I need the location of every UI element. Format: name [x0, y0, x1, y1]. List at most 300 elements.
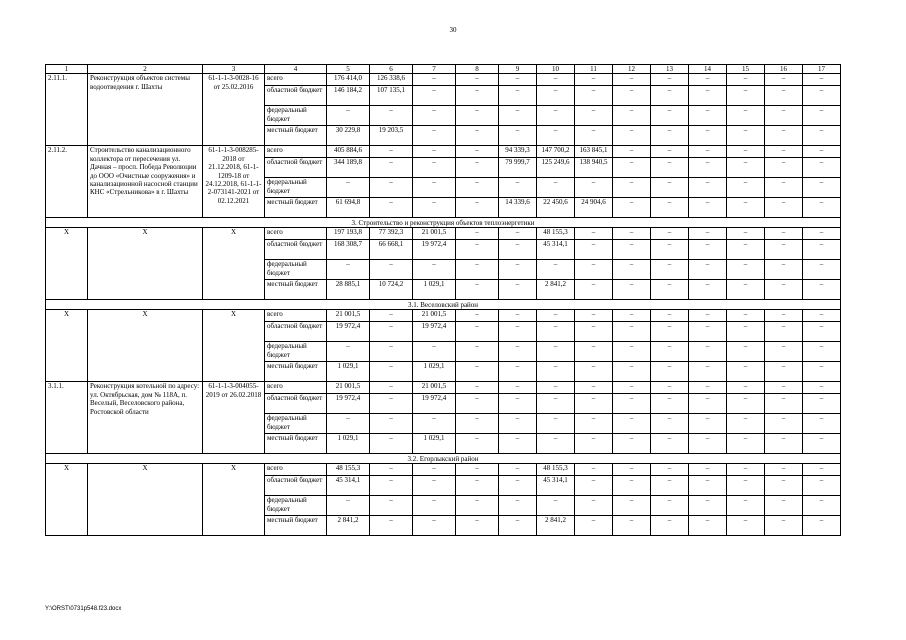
amount-cell: 21 001,5: [413, 382, 456, 394]
document-path-footer: Y:\ORST\0731p548.f23.docx: [45, 606, 122, 612]
amount-cell: –: [499, 516, 537, 536]
column-number: 12: [613, 65, 651, 74]
amount-cell: –: [765, 86, 803, 106]
amount-cell: 163 845,1: [575, 146, 613, 158]
amount-cell: –: [413, 86, 456, 106]
amount-cell: –: [727, 280, 765, 300]
funding-source-label: федеральный бюджет: [265, 178, 327, 198]
amount-cell: 24 904,6: [575, 198, 613, 218]
funding-source-label: областной бюджет: [265, 240, 327, 260]
amount-cell: –: [689, 394, 727, 414]
amount-cell: –: [456, 240, 499, 260]
amount-cell: –: [803, 146, 841, 158]
amount-cell: –: [727, 310, 765, 322]
funding-source-label: местный бюджет: [265, 280, 327, 300]
item-document: Х: [203, 228, 265, 300]
amount-cell: –: [803, 434, 841, 454]
funding-source-label: федеральный бюджет: [265, 260, 327, 280]
amount-cell: –: [651, 362, 689, 382]
amount-cell: –: [803, 86, 841, 106]
amount-cell: 197 193,8: [327, 228, 370, 240]
amount-cell: –: [575, 178, 613, 198]
amount-cell: –: [765, 280, 803, 300]
item-number: Х: [46, 228, 88, 300]
amount-cell: –: [803, 476, 841, 496]
amount-cell: 1 029,1: [413, 362, 456, 382]
amount-cell: –: [689, 464, 727, 476]
amount-cell: –: [689, 280, 727, 300]
item-document: Х: [203, 464, 265, 536]
amount-cell: –: [499, 86, 537, 106]
column-number: 1: [46, 65, 88, 74]
amount-cell: –: [613, 394, 651, 414]
amount-cell: –: [765, 228, 803, 240]
amount-cell: –: [689, 106, 727, 126]
section-row: [46, 218, 841, 228]
amount-cell: –: [499, 464, 537, 476]
amount-cell: 30 229,8: [327, 126, 370, 146]
funding-source-label: местный бюджет: [265, 126, 327, 146]
amount-cell: –: [613, 228, 651, 240]
amount-cell: 61 694,8: [327, 198, 370, 218]
amount-cell: 2 841,2: [537, 516, 575, 536]
amount-cell: –: [689, 240, 727, 260]
amount-cell: –: [803, 516, 841, 536]
funding-source-label: всего: [265, 74, 327, 86]
amount-cell: –: [413, 464, 456, 476]
amount-cell: –: [651, 414, 689, 434]
amount-cell: 176 414,0: [327, 74, 370, 86]
amount-cell: –: [370, 464, 413, 476]
amount-cell: –: [499, 106, 537, 126]
amount-cell: 19 972,4: [327, 322, 370, 342]
amount-cell: –: [727, 228, 765, 240]
item-document: 61-1-1-3-004055-2019 от 26.02.2018: [203, 382, 265, 454]
amount-cell: 21 001,5: [413, 228, 456, 240]
amount-cell: –: [803, 414, 841, 434]
amount-cell: –: [727, 198, 765, 218]
amount-cell: –: [765, 106, 803, 126]
amount-cell: –: [575, 74, 613, 86]
amount-cell: –: [727, 476, 765, 496]
amount-cell: –: [651, 464, 689, 476]
amount-cell: –: [370, 310, 413, 322]
funding-source-label: областной бюджет: [265, 322, 327, 342]
amount-cell: 94 339,3: [499, 146, 537, 158]
amount-cell: –: [651, 516, 689, 536]
amount-cell: –: [765, 322, 803, 342]
amount-cell: –: [537, 322, 575, 342]
amount-cell: 21 001,5: [327, 310, 370, 322]
amount-cell: –: [575, 310, 613, 322]
amount-cell: –: [803, 382, 841, 394]
amount-cell: –: [575, 362, 613, 382]
amount-cell: 19 972,4: [413, 240, 456, 260]
funding-source-label: местный бюджет: [265, 516, 327, 536]
amount-cell: –: [727, 74, 765, 86]
amount-cell: –: [575, 86, 613, 106]
amount-cell: –: [727, 362, 765, 382]
amount-cell: 1 029,1: [413, 280, 456, 300]
amount-cell: –: [456, 342, 499, 362]
section-title: 3. Строительство и реконструкция объектов теплоэнергетики: [46, 218, 841, 228]
amount-cell: 2 841,2: [537, 280, 575, 300]
amount-cell: –: [727, 158, 765, 178]
funding-source-label: всего: [265, 228, 327, 240]
amount-cell: –: [575, 394, 613, 414]
amount-cell: –: [765, 146, 803, 158]
column-number: 10: [537, 65, 575, 74]
funding-source-label: местный бюджет: [265, 198, 327, 218]
amount-cell: –: [575, 280, 613, 300]
funding-source-label: федеральный бюджет: [265, 106, 327, 126]
amount-cell: –: [537, 414, 575, 434]
amount-cell: –: [613, 240, 651, 260]
funding-source-label: областной бюджет: [265, 476, 327, 496]
column-number: 15: [727, 65, 765, 74]
amount-cell: –: [575, 496, 613, 516]
amount-cell: 79 999,7: [499, 158, 537, 178]
amount-cell: –: [727, 240, 765, 260]
amount-cell: –: [765, 178, 803, 198]
amount-cell: –: [613, 106, 651, 126]
amount-cell: –: [413, 146, 456, 158]
amount-cell: –: [456, 86, 499, 106]
amount-cell: –: [370, 146, 413, 158]
amount-cell: 147 700,2: [537, 146, 575, 158]
amount-cell: –: [765, 362, 803, 382]
amount-cell: –: [613, 280, 651, 300]
section-title: 3.1. Веселовский район: [46, 300, 841, 310]
column-number-row: [46, 65, 841, 74]
amount-cell: –: [537, 362, 575, 382]
amount-cell: 1 029,1: [327, 434, 370, 454]
column-number: 7: [413, 65, 456, 74]
amount-cell: –: [689, 496, 727, 516]
amount-cell: –: [613, 516, 651, 536]
item-document: Х: [203, 310, 265, 382]
amount-cell: –: [651, 260, 689, 280]
amount-cell: –: [803, 228, 841, 240]
amount-cell: –: [537, 178, 575, 198]
amount-cell: –: [413, 178, 456, 198]
amount-cell: –: [327, 414, 370, 434]
amount-cell: 48 155,3: [327, 464, 370, 476]
amount-cell: –: [613, 146, 651, 158]
amount-cell: –: [689, 322, 727, 342]
amount-cell: 19 972,4: [413, 322, 456, 342]
amount-cell: –: [370, 516, 413, 536]
amount-cell: –: [689, 198, 727, 218]
amount-cell: –: [651, 322, 689, 342]
amount-cell: 107 135,1: [370, 86, 413, 106]
amount-cell: –: [727, 342, 765, 362]
amount-cell: 21 001,5: [327, 382, 370, 394]
table-row: [46, 310, 841, 322]
amount-cell: –: [803, 362, 841, 382]
amount-cell: –: [803, 280, 841, 300]
amount-cell: –: [613, 476, 651, 496]
amount-cell: –: [499, 476, 537, 496]
amount-cell: –: [727, 434, 765, 454]
amount-cell: –: [803, 464, 841, 476]
amount-cell: –: [651, 126, 689, 146]
column-number: 8: [456, 65, 499, 74]
amount-cell: –: [727, 86, 765, 106]
item-number: 2.11.1.: [46, 74, 88, 146]
amount-cell: –: [803, 178, 841, 198]
amount-cell: –: [370, 322, 413, 342]
section-row: [46, 300, 841, 310]
amount-cell: –: [727, 464, 765, 476]
amount-cell: –: [651, 496, 689, 516]
amount-cell: –: [651, 280, 689, 300]
amount-cell: –: [456, 198, 499, 218]
amount-cell: –: [613, 464, 651, 476]
amount-cell: –: [727, 496, 765, 516]
column-number: 4: [265, 65, 327, 74]
amount-cell: –: [613, 126, 651, 146]
amount-cell: –: [499, 382, 537, 394]
funding-source-label: областной бюджет: [265, 86, 327, 106]
amount-cell: –: [537, 394, 575, 414]
amount-cell: –: [689, 228, 727, 240]
amount-cell: –: [575, 126, 613, 146]
amount-cell: –: [370, 394, 413, 414]
amount-cell: –: [537, 106, 575, 126]
amount-cell: –: [765, 516, 803, 536]
amount-cell: –: [651, 86, 689, 106]
item-name: Реконструкция объектов системы водоотведения г. Шахты: [88, 74, 203, 146]
amount-cell: –: [456, 476, 499, 496]
amount-cell: –: [456, 394, 499, 414]
amount-cell: –: [413, 106, 456, 126]
amount-cell: –: [370, 260, 413, 280]
amount-cell: –: [613, 310, 651, 322]
amount-cell: –: [689, 382, 727, 394]
amount-cell: 19 972,4: [413, 394, 456, 414]
amount-cell: –: [765, 394, 803, 414]
amount-cell: –: [613, 382, 651, 394]
amount-cell: –: [370, 434, 413, 454]
amount-cell: –: [613, 322, 651, 342]
amount-cell: –: [765, 382, 803, 394]
amount-cell: –: [689, 126, 727, 146]
amount-cell: –: [413, 516, 456, 536]
amount-cell: –: [765, 464, 803, 476]
amount-cell: –: [765, 414, 803, 434]
amount-cell: –: [456, 362, 499, 382]
item-number: 3.1.1.: [46, 382, 88, 454]
amount-cell: –: [370, 496, 413, 516]
amount-cell: –: [537, 382, 575, 394]
amount-cell: –: [651, 240, 689, 260]
amount-cell: –: [537, 74, 575, 86]
amount-cell: 22 450,6: [537, 198, 575, 218]
amount-cell: –: [327, 342, 370, 362]
amount-cell: –: [456, 464, 499, 476]
amount-cell: –: [499, 496, 537, 516]
amount-cell: –: [456, 434, 499, 454]
amount-cell: 344 189,8: [327, 158, 370, 178]
amount-cell: –: [613, 86, 651, 106]
amount-cell: –: [456, 310, 499, 322]
amount-cell: –: [727, 394, 765, 414]
item-document: 61-1-1-3-0028-16 от 25.02.2016: [203, 74, 265, 146]
item-name: Х: [88, 464, 203, 536]
item-number: 2.11.2.: [46, 146, 88, 218]
amount-cell: –: [575, 260, 613, 280]
amount-cell: –: [613, 158, 651, 178]
amount-cell: –: [727, 322, 765, 342]
funding-source-label: всего: [265, 146, 327, 158]
amount-cell: –: [499, 260, 537, 280]
amount-cell: –: [689, 342, 727, 362]
amount-cell: –: [537, 310, 575, 322]
item-name: Х: [88, 228, 203, 300]
amount-cell: –: [689, 362, 727, 382]
amount-cell: –: [613, 496, 651, 516]
amount-cell: –: [456, 260, 499, 280]
amount-cell: –: [803, 260, 841, 280]
column-number: 17: [803, 65, 841, 74]
column-number: 14: [689, 65, 727, 74]
amount-cell: –: [499, 228, 537, 240]
amount-cell: –: [327, 496, 370, 516]
amount-cell: –: [575, 240, 613, 260]
section-title: 3.2. Егорлыкский район: [46, 454, 841, 464]
amount-cell: –: [689, 516, 727, 536]
amount-cell: –: [651, 434, 689, 454]
amount-cell: –: [413, 198, 456, 218]
amount-cell: –: [537, 260, 575, 280]
amount-cell: 1 029,1: [413, 434, 456, 454]
amount-cell: –: [499, 414, 537, 434]
amount-cell: –: [537, 126, 575, 146]
amount-cell: –: [803, 158, 841, 178]
amount-cell: –: [499, 74, 537, 86]
amount-cell: –: [727, 126, 765, 146]
amount-cell: –: [537, 496, 575, 516]
column-number: 2: [88, 65, 203, 74]
amount-cell: –: [456, 280, 499, 300]
amount-cell: –: [370, 178, 413, 198]
amount-cell: –: [499, 240, 537, 260]
amount-cell: –: [689, 414, 727, 434]
amount-cell: –: [613, 198, 651, 218]
amount-cell: –: [456, 228, 499, 240]
amount-cell: –: [765, 310, 803, 322]
funding-source-label: областной бюджет: [265, 394, 327, 414]
amount-cell: –: [575, 322, 613, 342]
funding-table: [45, 64, 841, 536]
item-name: Х: [88, 310, 203, 382]
amount-cell: 19 972,4: [327, 394, 370, 414]
amount-cell: –: [456, 414, 499, 434]
amount-cell: –: [613, 342, 651, 362]
amount-cell: –: [803, 322, 841, 342]
item-number: Х: [46, 464, 88, 536]
amount-cell: –: [456, 106, 499, 126]
amount-cell: –: [727, 414, 765, 434]
amount-cell: –: [575, 414, 613, 434]
amount-cell: –: [413, 158, 456, 178]
amount-cell: 21 001,5: [413, 310, 456, 322]
amount-cell: –: [727, 516, 765, 536]
amount-cell: –: [651, 146, 689, 158]
amount-cell: –: [613, 434, 651, 454]
amount-cell: –: [689, 146, 727, 158]
amount-cell: –: [765, 240, 803, 260]
amount-cell: –: [327, 106, 370, 126]
amount-cell: –: [499, 310, 537, 322]
amount-cell: –: [413, 496, 456, 516]
amount-cell: –: [370, 198, 413, 218]
amount-cell: –: [456, 178, 499, 198]
amount-cell: –: [689, 476, 727, 496]
item-document: 61-1-1-3-008285-2018 от 21.12.2018, 61-1-1209-18 от 24.12.2018, 61-1-1-2-073141-2021 от 02.12.2021: [203, 146, 265, 218]
amount-cell: 125 249,6: [537, 158, 575, 178]
amount-cell: –: [803, 126, 841, 146]
amount-cell: 146 184,2: [327, 86, 370, 106]
column-number: 13: [651, 65, 689, 74]
amount-cell: –: [651, 476, 689, 496]
amount-cell: –: [456, 158, 499, 178]
funding-source-label: федеральный бюджет: [265, 414, 327, 434]
amount-cell: –: [613, 178, 651, 198]
amount-cell: –: [499, 394, 537, 414]
amount-cell: –: [613, 260, 651, 280]
amount-cell: –: [765, 496, 803, 516]
amount-cell: –: [651, 394, 689, 414]
amount-cell: –: [575, 342, 613, 362]
amount-cell: –: [803, 394, 841, 414]
amount-cell: –: [413, 414, 456, 434]
amount-cell: 77 392,3: [370, 228, 413, 240]
amount-cell: –: [456, 382, 499, 394]
amount-cell: –: [765, 434, 803, 454]
amount-cell: –: [575, 516, 613, 536]
amount-cell: –: [537, 86, 575, 106]
funding-source-label: федеральный бюджет: [265, 342, 327, 362]
amount-cell: –: [499, 280, 537, 300]
amount-cell: –: [613, 362, 651, 382]
amount-cell: –: [575, 464, 613, 476]
amount-cell: –: [456, 516, 499, 536]
amount-cell: –: [370, 158, 413, 178]
amount-cell: –: [413, 476, 456, 496]
amount-cell: –: [803, 74, 841, 86]
amount-cell: –: [499, 322, 537, 342]
funding-source-label: всего: [265, 382, 327, 394]
table-row: [46, 464, 841, 476]
amount-cell: 28 885,1: [327, 280, 370, 300]
table-row: [46, 382, 841, 394]
column-number: 3: [203, 65, 265, 74]
amount-cell: –: [765, 260, 803, 280]
amount-cell: –: [413, 260, 456, 280]
column-number: 16: [765, 65, 803, 74]
amount-cell: –: [727, 260, 765, 280]
amount-cell: –: [537, 434, 575, 454]
amount-cell: –: [689, 86, 727, 106]
amount-cell: 19 203,5: [370, 126, 413, 146]
table-row: [46, 228, 841, 240]
column-number: 9: [499, 65, 537, 74]
amount-cell: 48 155,3: [537, 464, 575, 476]
funding-source-label: всего: [265, 310, 327, 322]
funding-source-label: местный бюджет: [265, 362, 327, 382]
